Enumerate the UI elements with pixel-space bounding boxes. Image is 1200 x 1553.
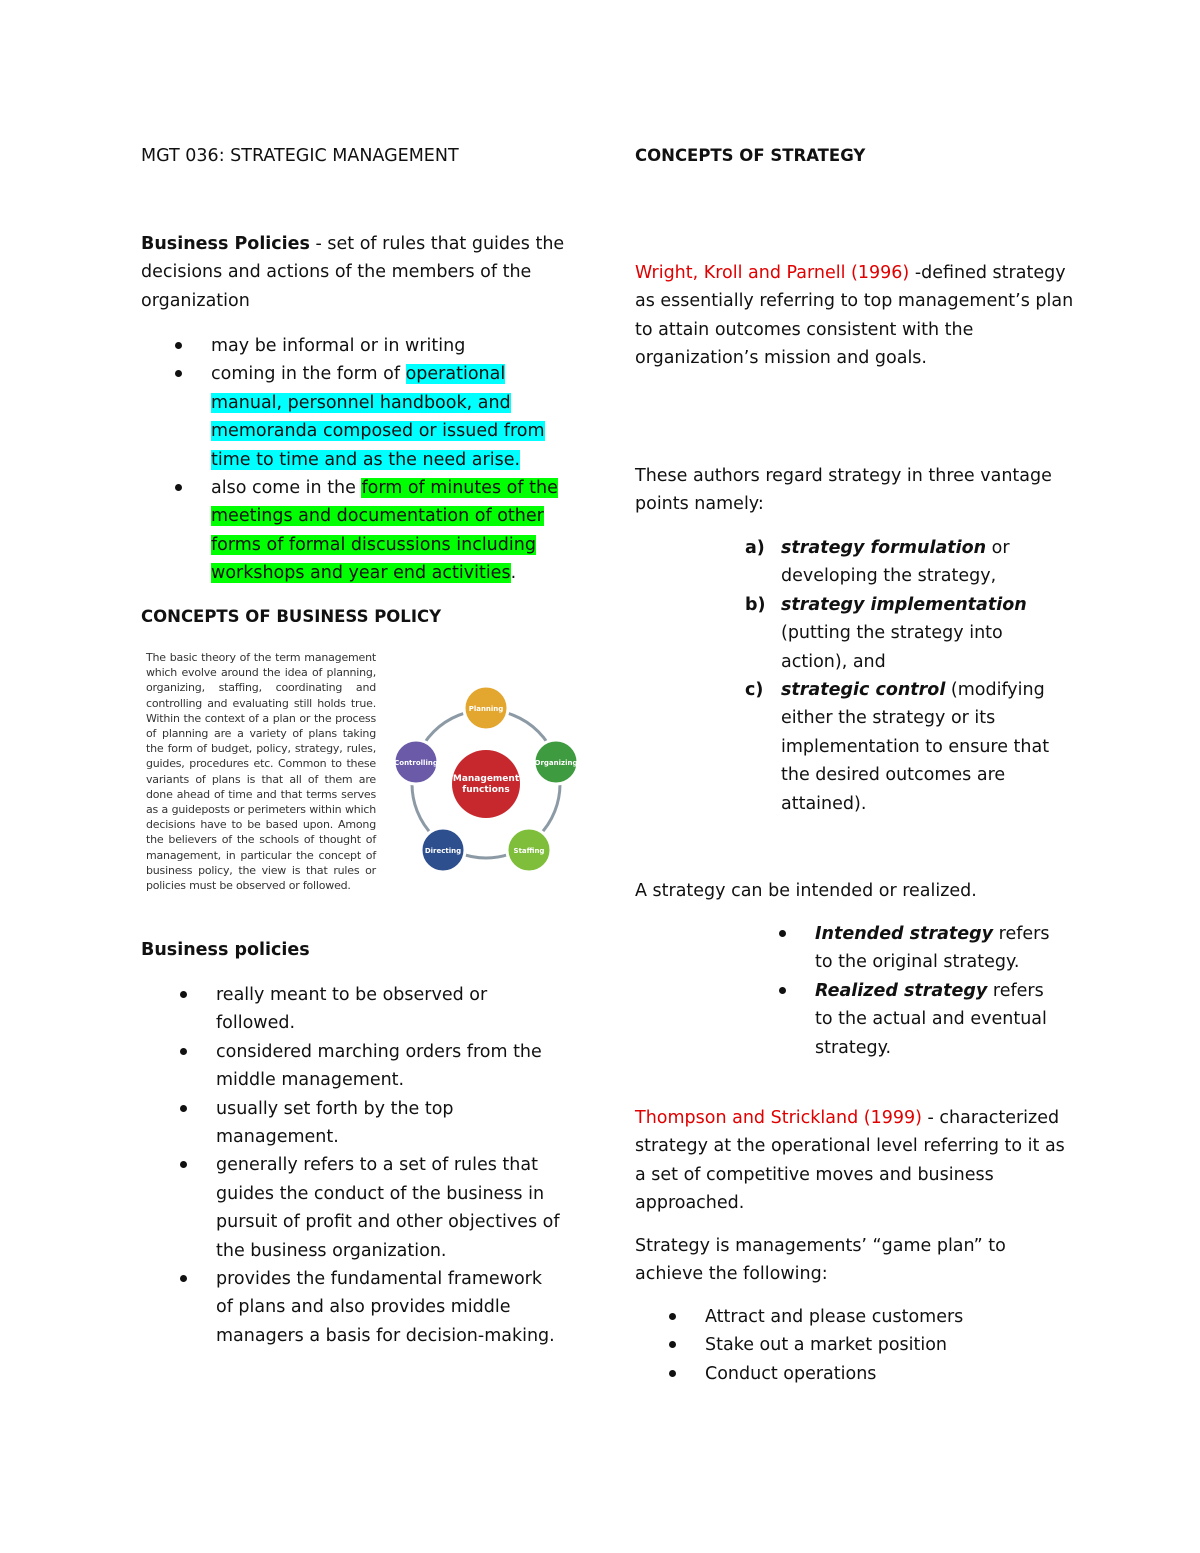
term: strategy formulation bbox=[781, 538, 987, 558]
vantage-points-list bbox=[635, 534, 1055, 818]
term: Realized strategy bbox=[815, 980, 988, 1001]
list-item: usually set forth by the top management. bbox=[146, 1095, 576, 1152]
highlighted-text: form of minutes of the meetings and documentation of other forms of formal discussions including workshops and year end activities bbox=[211, 478, 558, 584]
business-policies-bullets bbox=[141, 332, 581, 588]
svg-text:Directing: Directing bbox=[424, 847, 462, 855]
wkp-text: -defined strategy as essentially referring to top management’s plan to attain outcomes consistent with the organization’s mission and goals. bbox=[635, 263, 1074, 369]
list-item: generally refers to a set of rules that guides the conduct of the business in pursuit of profit and other objectives of the business organization. bbox=[146, 1151, 576, 1265]
gameplan-intro: Strategy is managements’ “game plan” to achieve the following: bbox=[635, 1236, 1006, 1285]
wkp-citation: Wright, Kroll and Parnell (1996) bbox=[635, 263, 910, 283]
list-item bbox=[141, 332, 581, 360]
bullet-text: may be informal or in writing bbox=[211, 336, 466, 356]
list-item bbox=[141, 360, 581, 474]
list-item bbox=[635, 676, 1055, 818]
bullet-text: also come in the bbox=[211, 478, 362, 499]
svg-text:Controlling: Controlling bbox=[394, 759, 438, 767]
business-policies-term: Business Policies bbox=[141, 234, 310, 254]
node-controlling bbox=[394, 740, 438, 784]
ts-definition bbox=[635, 1104, 1065, 1218]
term-desc: (modifying either the strategy or its implementation to ensure that the desired outcomes are attained). bbox=[781, 680, 1050, 814]
term: strategy implementation bbox=[781, 594, 1027, 615]
management-functions-diagram bbox=[388, 680, 584, 880]
bullet-text: coming in the form of bbox=[211, 364, 406, 385]
ts-text: - characterized strategy at the operational level referring to it as a set of competitive moves and business approached. bbox=[635, 1108, 1065, 1214]
term-desc: refers to the original strategy. bbox=[815, 924, 1050, 973]
business-policies-definition bbox=[141, 230, 581, 315]
center-label-2: functions bbox=[462, 785, 510, 795]
concepts-strategy-heading: CONCEPTS OF STRATEGY bbox=[635, 146, 866, 165]
intended-realized-list bbox=[745, 920, 1065, 1062]
node-planning bbox=[464, 686, 508, 730]
list-marker: b) bbox=[745, 594, 766, 615]
list-item bbox=[745, 920, 1065, 977]
svg-text:Staffing: Staffing bbox=[513, 847, 545, 855]
node-staffing bbox=[507, 828, 551, 872]
node-directing bbox=[421, 828, 465, 872]
center-circle bbox=[452, 750, 520, 818]
center-label-1: Management bbox=[452, 774, 520, 784]
list-item bbox=[745, 977, 1065, 1062]
term-desc: or developing the strategy, bbox=[781, 538, 1010, 587]
business-policies-subheading: Business policies bbox=[141, 940, 310, 960]
list-item: Stake out a market position bbox=[635, 1331, 1075, 1359]
term: Intended strategy bbox=[815, 924, 994, 944]
term-desc: (putting the strategy into action), and bbox=[781, 623, 1003, 672]
quoted-passage-image: The basic theory of the term management which evolve around the idea of planning, organizing, staffing, coordinating and controlling and evaluating still holds true. Within the context of a plan or the process of planning are a variety of plans taking the form of budget, policy, strategy, rules, guides, procedures etc. Common to these variants of plans is that all of them are done ahead of time and that terms serves as a guideposts or perimeters within which decisions have to be based upon. Among the believers of the schools of thought of management, in particular the concept of business policy, the view is that rules or policies must be observed or followed. bbox=[146, 651, 376, 893]
wkp-definition bbox=[635, 259, 1075, 373]
svg-text:Planning: Planning bbox=[468, 705, 504, 713]
list-item: Attract and please customers bbox=[635, 1303, 1075, 1331]
list-marker: a) bbox=[745, 538, 765, 558]
list-item: provides the fundamental framework of plans and also provides middle managers a basis for decision-making. bbox=[146, 1265, 576, 1350]
business-policies-def-text: - set of rules that guides the decisions and actions of the members of the organization bbox=[141, 234, 565, 311]
intended-intro: A strategy can be intended or realized. bbox=[635, 881, 977, 901]
svg-text:Organizing: Organizing bbox=[534, 759, 578, 767]
gameplan-list bbox=[635, 1303, 1075, 1388]
list-item: considered marching orders from the middle management. bbox=[146, 1038, 576, 1095]
vantage-intro: These authors regard strategy in three vantage points namely: bbox=[635, 466, 1052, 515]
ts-citation: Thompson and Strickland (1999) bbox=[635, 1108, 922, 1128]
concepts-business-policy-heading: CONCEPTS OF BUSINESS POLICY bbox=[141, 607, 442, 626]
node-organizing bbox=[534, 740, 578, 784]
list-item bbox=[635, 591, 1055, 676]
list-item bbox=[635, 534, 1055, 591]
highlighted-text: operational manual, personnel handbook, and memoranda composed or issued from time to time and as the need arise. bbox=[211, 364, 545, 470]
term: strategic control bbox=[781, 680, 946, 701]
list-item: Conduct operations bbox=[635, 1360, 1075, 1388]
term-desc: refers to the actual and eventual strategy. bbox=[815, 980, 1047, 1058]
list-item bbox=[141, 474, 581, 588]
list-item: really meant to be observed or followed. bbox=[146, 981, 576, 1038]
course-title: MGT 036: STRATEGIC MANAGEMENT bbox=[141, 146, 459, 166]
list-marker: c) bbox=[745, 680, 764, 701]
bullet-text: . bbox=[510, 563, 517, 584]
business-policies-list bbox=[146, 981, 576, 1350]
